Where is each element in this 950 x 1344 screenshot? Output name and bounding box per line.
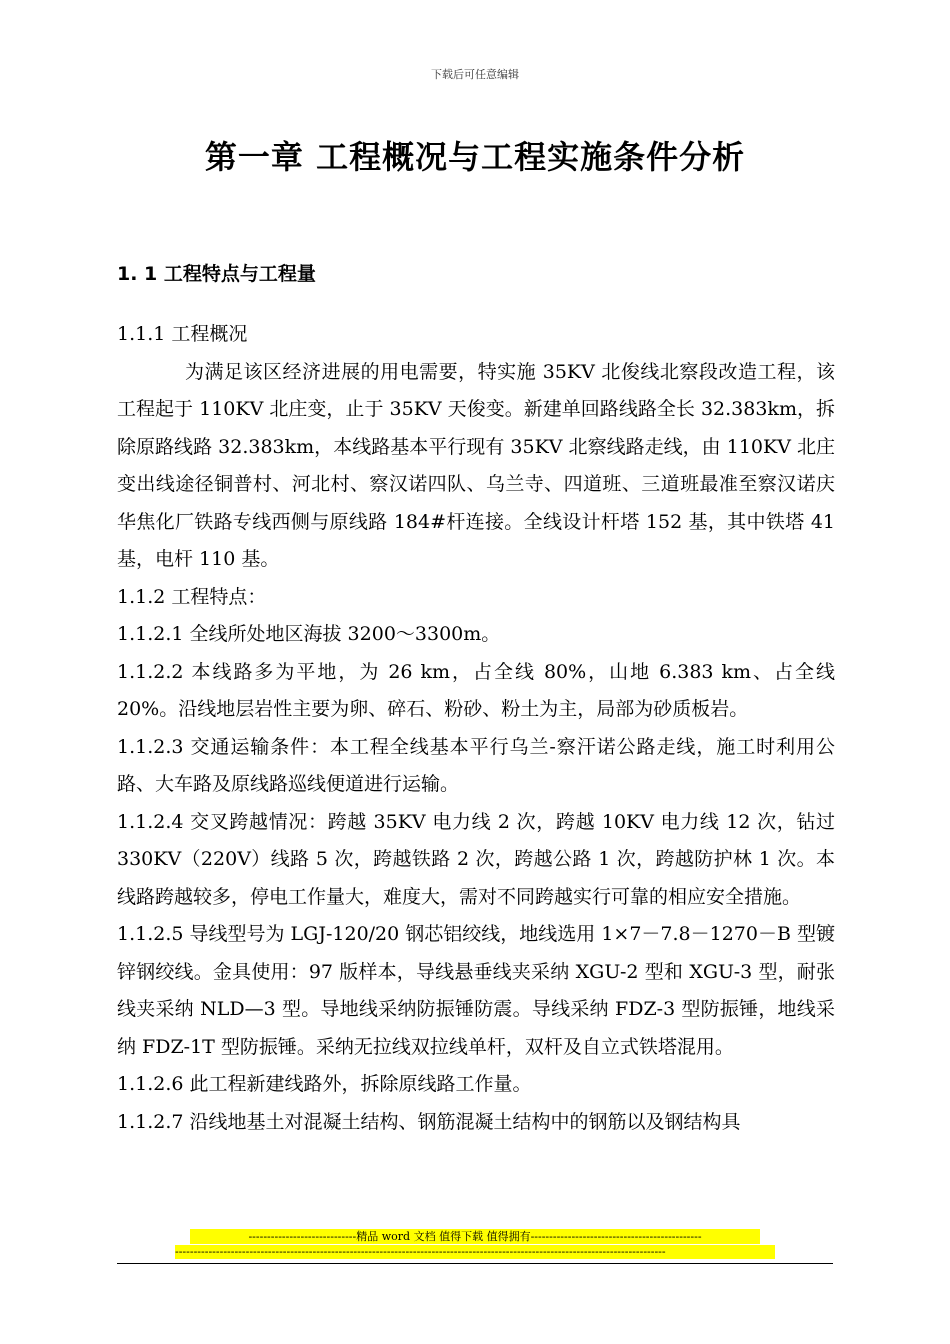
feature-item-conductor: 1.1.2.5 导线型号为 LGJ-120/20 钢芯铝绞线，地线选用 1×7－7.8－1270－B 型镀锌钢绞线。金具使用：97 版样本，导线悬垂线夹采纳 XGU-2 型和 XGU-3 型，耐张线夹采纳 NLD—3 型。导地线采纳防振锤防震。导线采纳 FDZ-3 型防振锤，地线采纳 FDZ-1T 型防振锤。采纳无拉线双拉线单杆，双杆及自立式铁塔混用。 (117, 923, 835, 1058)
feature-item-transport: 1.1.2.3 交通运输条件：本工程全线基本平行乌兰-察汗诺公路走线，施工时利用公路、大车路及原线路巡线便道进行运输。 (117, 735, 835, 795)
document-body (117, 316, 835, 1141)
chapter-title: 第一章 工程概况与工程实施条件分析 (204, 138, 746, 176)
page-header-note: 下载后可任意编辑 (431, 68, 519, 81)
feature-item-altitude: 1.1.2.1 全线所处地区海拔 3200～3300m。 (117, 623, 501, 645)
feature-item-foundation: 1.1.2.7 沿线地基土对混凝土结构、钢筋混凝土结构中的钢筋以及钢结构具 (117, 1110, 741, 1133)
feature-item-terrain: 1.1.2.2 本线路多为平地，为 26 km，占全线 80%，山地 6.383 km、占全线 20%。沿线地层岩性主要为卵、碎石、粉砂、粉土为主，局部为砂质板岩。 (117, 660, 835, 720)
feature-item-crossings: 1.1.2.4 交叉跨越情况：跨越 35KV 电力线 2 次，跨越 10KV 电力线 12 次，钻过 330KV（220V）线路 5 次，跨越铁路 2 次，跨越公路 1 次，跨越防护林 1 次。本线路跨越较多，停电工作量大，难度大，需对不同跨越实行可靠的相应安全措施。 (117, 810, 835, 908)
footer-banner: -----------------------------精品 word 文档 值得下载 值得拥有---------------------------------------------- (190, 1229, 760, 1244)
section-heading: 1. 1 工程特点与工程量 (117, 263, 316, 285)
subsection-heading-overview: 1.1.1 工程概况 (117, 323, 248, 345)
footer-rule (117, 1263, 833, 1264)
subsection-heading-features: 1.1.2 工程特点： (117, 585, 267, 608)
feature-item-demolition: 1.1.2.6 此工程新建线路外，拆除原线路工作量。 (117, 1073, 532, 1095)
paragraph-overview: 为满足该区经济进展的用电需要，特实施 35KV 北俊线北察段改造工程，该工程起于 110KV 北庄变，止于 35KV 天俊变。新建单回路线路全长 32.383km，拆除原路线路 32.383km，本线路基本平行现有 35KV 北察线路走线，由 110KV 北庄变出线途径铜普村、河北村、察汉诺四队、乌兰寺、四道班、三道班最准至察汉诺庆华焦化厂铁路专线西侧与原线路 184#杆连接。全线设计杆塔 152 基，其中铁塔 41 基，电杆 110 基。 (117, 360, 835, 570)
footer-dash-line: ------------------------------------------------------------------------------------------------------------------------------------ (175, 1245, 775, 1259)
